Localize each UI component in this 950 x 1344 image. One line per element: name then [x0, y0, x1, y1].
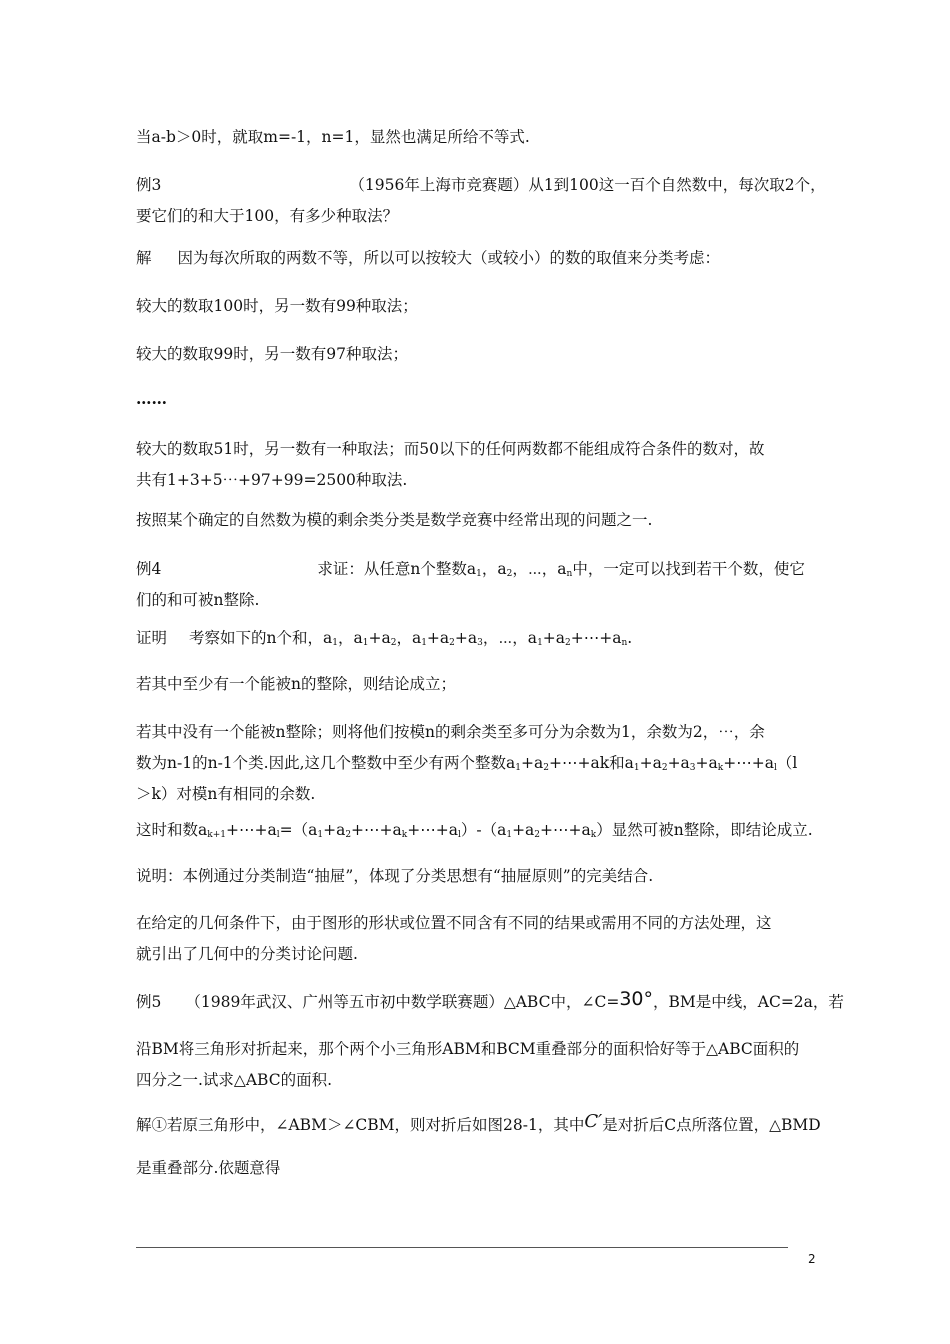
paragraph-line: 若其中没有一个能被n整除；则将他们按模n的剩余类至多可分为余数为1，余数为2，⋯，余: [136, 723, 765, 741]
example-4-text: ，⋯，a: [512, 560, 567, 578]
formula: $a_1+a_2+a_3+a_k+\cdots+a_l$: [624, 754, 777, 773]
proof-4: [136, 628, 816, 648]
example-3-line2: 要它们的和大于100，有多少种取法？: [136, 207, 399, 225]
paragraph-some-divisible: 若其中至少有一个能被n的整除，则结论成立；: [136, 675, 456, 693]
example-4-text: ，a: [481, 560, 507, 578]
example-5-text: ，BM是中线，AC=2a，若: [653, 993, 844, 1011]
paragraph-none-divisible: [136, 717, 816, 810]
example-4-label: 例4: [136, 560, 162, 578]
paragraph-line: 四分之一.试求△ABC的面积.: [136, 1071, 333, 1089]
paragraph-text: 显然可被n整除，即结论成立.: [611, 821, 813, 839]
page-number: 2: [808, 1252, 816, 1266]
solution-5-line2: 是重叠部分.依题意得: [136, 1159, 281, 1177]
paragraph-text: 和: [609, 754, 625, 772]
paragraph-line: 沿BM将三角形对折起来，那个两个小三角形ABM和BCM重叠部分的面积恰好等于△ABC面积的: [136, 1040, 800, 1058]
paragraph-text: （l: [776, 754, 798, 772]
paragraph-largest-100: 较大的数取100时，另一数有99种取法；: [136, 297, 418, 315]
paragraph-largest-99: 较大的数取99时，另一数有97种取法；: [136, 345, 408, 363]
formula: $a_{k+1}+\cdots+a_l=(a_1+a_2+\cdots+a_k+\cdots+a_l)-(a_1+a_2+\cdots+a_k)$: [198, 821, 612, 840]
paragraph-geometry: [136, 908, 816, 970]
example-3-label: 例3: [136, 176, 162, 194]
paragraph-line: ＞k）对模n有相同的余数.: [136, 785, 316, 803]
c-prime-formula: C′: [584, 1111, 603, 1132]
example-4-line2: 们的和可被n整除.: [136, 591, 260, 609]
paragraph-sum: [136, 820, 816, 840]
example-3-text: （1956年上海市竞赛题）从1到100这一百个自然数中，每次取2个，: [349, 176, 826, 194]
paragraph-line: 共有1+3+5⋯+97+99=2500种取法.: [136, 471, 408, 489]
paragraph-line: 在给定的几何条件下，由于图形的形状或位置不同含有不同的结果或需用不同的方法处理，这: [136, 914, 772, 932]
angle-30-formula: 30°: [619, 988, 653, 1010]
paragraph-note: 说明：本例通过分类制造“抽屉”，体现了分类思想有“抽屉原则”的完美结合.: [136, 867, 654, 885]
example-3: [136, 170, 826, 232]
example-5-label: 例5: [136, 993, 162, 1011]
example-4-text: 中，一定可以找到若干个数，使它: [572, 560, 805, 578]
example-5-rest: [136, 1034, 816, 1096]
ellipsis-line: ……: [136, 389, 167, 408]
example-5-line1: [136, 988, 844, 1012]
paragraph-line: 较大的数取51时，另一数有一种取法；而50以下的任何两数都不能组成符合条件的数对，故: [136, 440, 765, 458]
example-4-text: 求证：从任意n个整数a: [317, 560, 477, 578]
paragraph-text: 当a-b＞0时，就取m=-1，n=1，显然也满足所给不等式.: [136, 128, 530, 146]
solution-3: [136, 248, 816, 268]
proof-label: 证明: [136, 629, 168, 647]
formula: $a_1+a_2+\cdots+ak$: [506, 754, 610, 773]
sum-list: $a_1$，$a_1+a_2$，$a_1+a_2+a_3$，⋯，$a_1+a_2+\cdots+a_n$.: [323, 629, 633, 648]
paragraph-text: 这时和数: [136, 821, 199, 839]
paragraph-modulo: 按照某个确定的自然数为模的剩余类分类是数学竞赛中经常出现的问题之一.: [136, 511, 653, 529]
example-4: 例4 求证：从任意n个整数$a_1$，$a_2$，⋯，$a_n$中，一定可以找到若干个数，使它 们的和可被n整除.: [136, 554, 816, 616]
solution-text: 解①若原三角形中，∠ABM＞∠CBM，则对折后如图28-1，其中: [136, 1116, 585, 1134]
proof-text: 考察如下的n个和，: [189, 629, 323, 647]
example-5-text: （1989年武汉、广州等五市初中数学联赛题）△ABC中，∠C=: [185, 993, 620, 1011]
solution-5-line1: [136, 1111, 821, 1135]
solution-text: 因为每次所取的两数不等，所以可以按较大（或较小）的数的取值来分类考虑：: [177, 249, 721, 267]
footer-divider: [136, 1247, 788, 1248]
paragraph-text: 数为n-1的n-1个类.因此,这几个整数中至少有两个整数: [136, 754, 507, 772]
solution-text: 是对折后C点所落位置，△BMD: [602, 1116, 821, 1134]
paragraph-largest-51: [136, 434, 816, 496]
paragraph-case-a-minus-b: [136, 127, 816, 147]
paragraph-line: 就引出了几何中的分类讨论问题.: [136, 945, 358, 963]
solution-label: 解: [136, 249, 152, 267]
